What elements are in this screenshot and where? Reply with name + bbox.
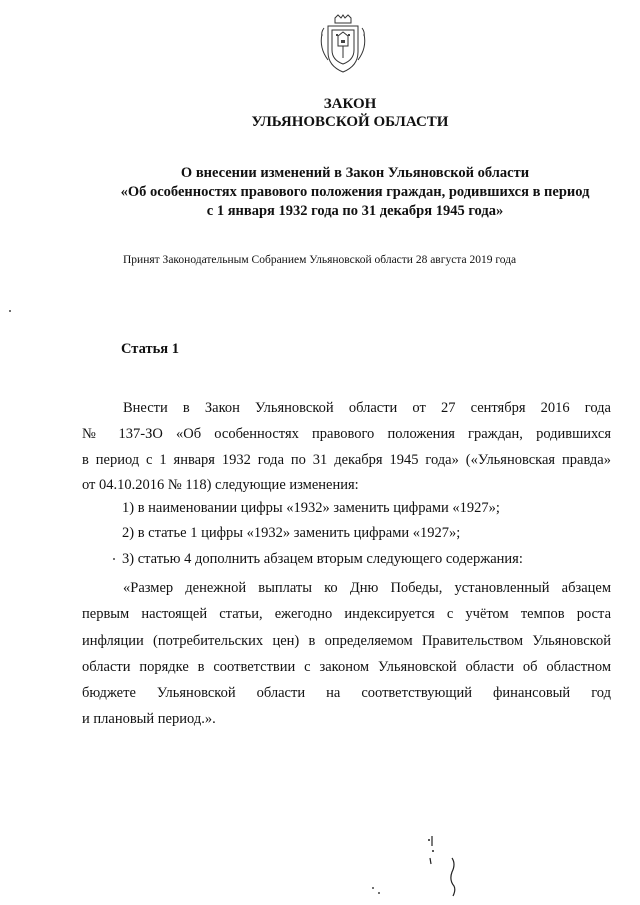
amendment-item-1: 1) в наименовании цифры «1932» заменить цифрами «1927»;: [122, 500, 500, 516]
scan-speck: [372, 887, 374, 889]
quoted-text-line-6: и плановый период.».: [82, 711, 216, 727]
article-intro-line-2: № 137-ЗО «Об особенностях правового положения граждан, родившихся: [82, 426, 611, 442]
quoted-text-line-5: бюджете Ульяновской области на соответствующий финансовый год: [82, 685, 611, 701]
quoted-text-line-1: «Размер денежной выплаты ко Дню Победы, установленный абзацем: [123, 580, 611, 596]
article-intro-line-1: Внести в Закон Ульяновской области от 27 сентября 2016 года: [123, 400, 611, 416]
adoption-note: Принят Законодательным Собранием Ульяновской области 28 августа 2019 года: [123, 254, 517, 266]
law-title-line-2: УЛЬЯНОВСКОЙ ОБЛАСТИ: [251, 114, 449, 130]
quoted-text-line-4: области порядке в соответствии с законом Ульяновской области об областном: [82, 659, 611, 675]
subtitle-line-1: О внесении изменений в Закон Ульяновской области: [180, 165, 530, 181]
quoted-text-line-3: инфляции (потребительских цен) в определяемом Правительством Ульяновской: [82, 633, 611, 649]
quoted-text-line-2: первым настоящей статьи, ежегодно индексируется с учётом темпов роста: [82, 606, 611, 622]
law-title-line-1: ЗАКОН: [323, 96, 377, 112]
signature-marks: [400, 820, 520, 900]
amendment-item-3: 3) статью 4 дополнить абзацем вторым следующего содержания:: [122, 551, 523, 567]
subtitle-line-2: «Об особенностях правового положения граждан, родившихся в период: [120, 184, 590, 200]
scan-speck: [9, 310, 11, 312]
scan-speck: [378, 892, 380, 894]
scan-speck: [113, 558, 115, 560]
subtitle-line-3: с 1 января 1932 года по 31 декабря 1945 года»: [206, 203, 504, 219]
article-intro-line-4: от 04.10.2016 № 118) следующие изменения:: [82, 477, 359, 493]
article-heading: Статья 1: [121, 341, 179, 357]
amendment-item-2: 2) в статье 1 цифры «1932» заменить цифрами «1927»;: [122, 525, 461, 541]
coat-of-arms-emblem: [318, 14, 368, 76]
article-intro-line-3: в период с 1 января 1932 года по 31 декабря 1945 года» («Ульяновская правда»: [82, 452, 611, 468]
